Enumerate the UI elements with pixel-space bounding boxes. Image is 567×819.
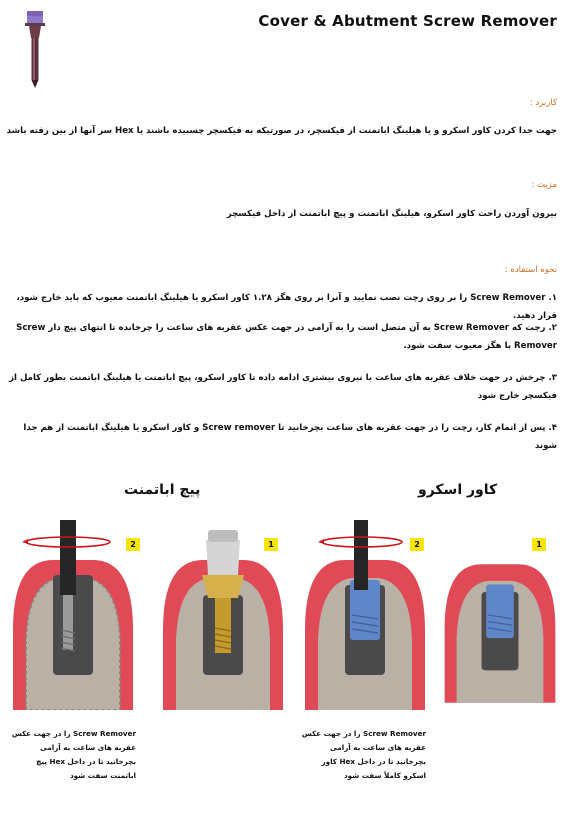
cover-screw-title: کاور اسکرو	[418, 482, 498, 498]
how-to-step-3: ۳. چرخش در جهت خلاف عقربه های ساعت با نیروی بیشتری ادامه داده تا کاور اسکرو، پیچ اباتمنت یا هیلینگ اباتمنت بطور کامل از فیکسچر خارج شود	[9, 373, 557, 401]
advantage-text: بیرون آوردن راحت کاور اسکرو، هیلینگ اباتمنت و پیچ اباتمنت از داخل فیکسچر	[226, 209, 557, 219]
step-badge-2-cover: 2	[410, 538, 424, 551]
page-title: Cover & Abutment Screw Remover	[258, 12, 557, 30]
advantage-heading: مزیت :	[531, 180, 557, 190]
abutment-caption: Screw Remover را در جهت عکس عقربه های ساعت به آرامی بچرخانید تا در داخل Hex پیچ اباتمنت سفت شود	[11, 729, 136, 780]
how-to-step-2: ۲. رچت که Screw Remover به آن متصل است را به آرامی در جهت عکس عقربه های ساعت را چرخانده تا انتهای پیچ دار Screw Remover با هگز معیوب سفت شود.	[16, 323, 557, 351]
usage-text: جهت جدا کردن کاور اسکرو و یا هیلینگ اباتمنت از فیکسچر، در صورتیکه به فیکسچر چسبیده باشند یا Hex سر آنها از بین رفته باشد	[6, 126, 557, 136]
step-badge-1: 1	[264, 538, 278, 551]
abutment-removal-diagram	[8, 520, 138, 710]
screw-remover-tool-image	[14, 8, 54, 90]
cover-caption: Screw Remover را در جهت عکس عقربه های ساعت به آرامی بچرخانید تا در داخل Hex کاور اسکرو کاملاً سفت شود	[301, 729, 426, 780]
how-to-heading: نحوه استفاده :	[504, 265, 557, 275]
how-to-step-4: ۴. پس از اتمام کار، رچت را در جهت عقربه های ساعت بچرخانید تا Screw remover و کاور اسکرو یا هیلینگ اباتمنت از هم جدا شوند	[23, 423, 557, 451]
usage-heading: کاربرد :	[529, 98, 557, 108]
step-badge-1-cover: 1	[532, 538, 546, 551]
how-to-step-1: ۱. Screw Remover را بر روی رچت نصب نمایید و آنرا بر روی هگز ۱.۲۸ کاور اسکرو یا هیلینگ اباتمنت معیوب که باید خارج شود، قرار دهید.	[16, 293, 557, 321]
abutment-screw-title: پیچ اباتمنت	[124, 482, 201, 498]
step-badge-2: 2	[126, 538, 140, 551]
